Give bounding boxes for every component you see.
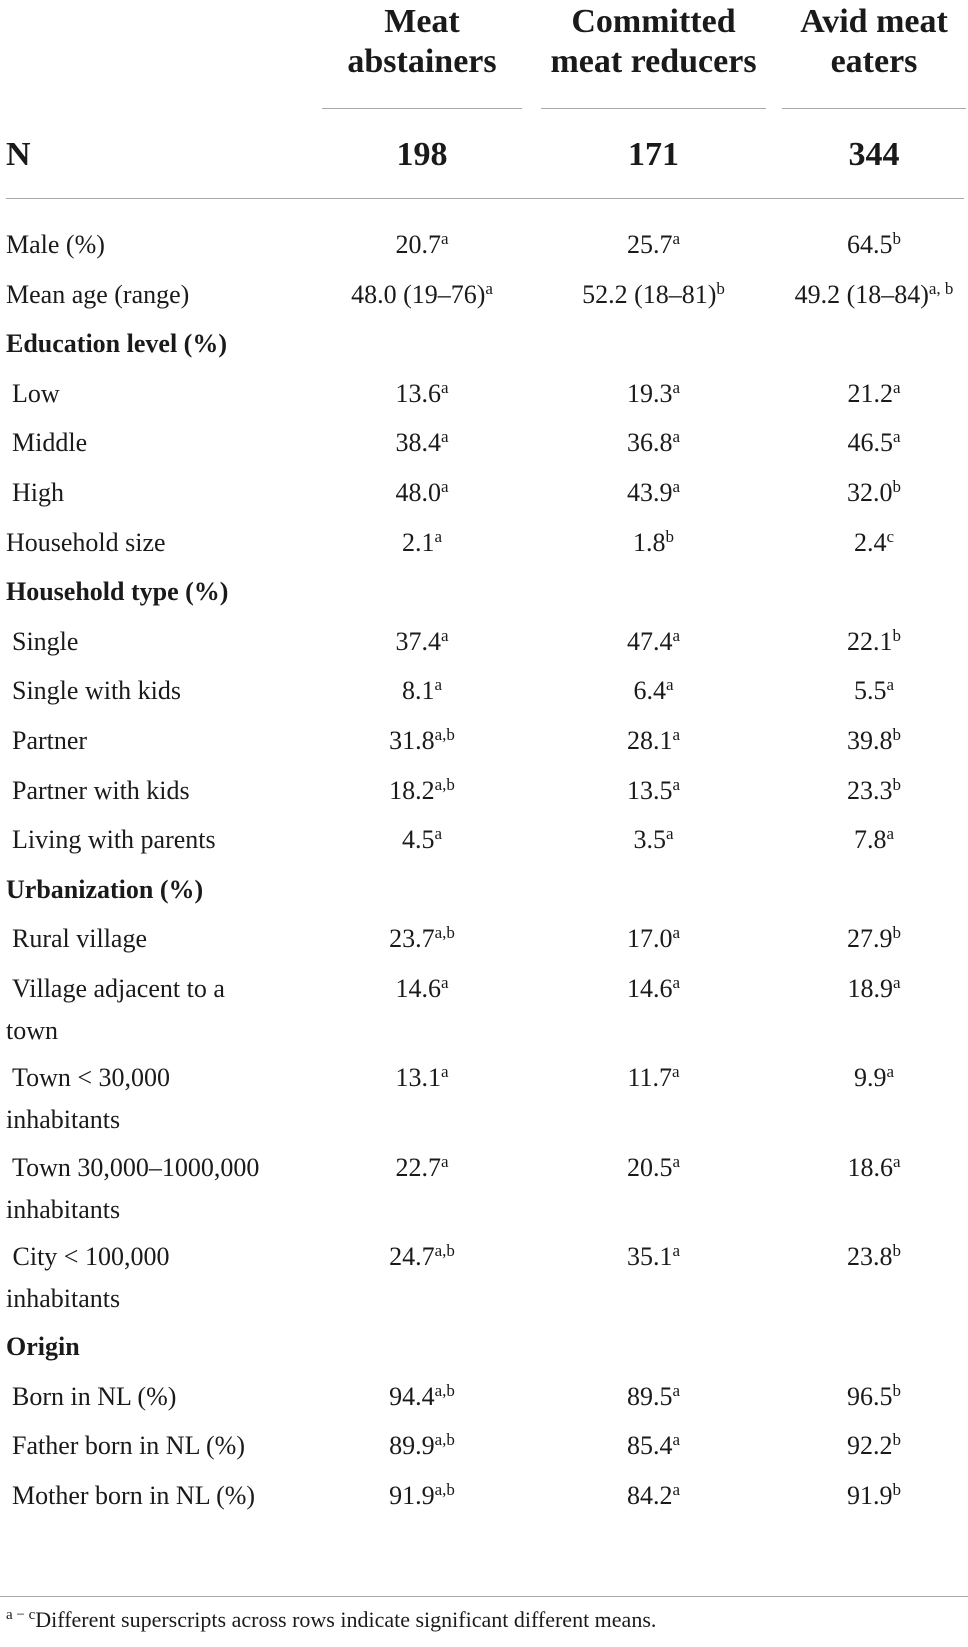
cell-value: 48.0 (19–76) <box>351 279 486 309</box>
row-label: Partner <box>12 725 88 755</box>
table-cell <box>782 1475 966 1517</box>
table-cell <box>541 1425 766 1467</box>
significance-superscript: a <box>440 972 449 992</box>
significance-superscript: a <box>440 1062 449 1082</box>
row-label: Mother born in NL (%) <box>12 1480 256 1510</box>
cell-value: 2.1 <box>401 527 435 557</box>
table-cell <box>322 720 522 762</box>
sample-size-row <box>0 130 968 182</box>
cell-value: 14.6 <box>395 973 441 1003</box>
significance-superscript: b <box>892 625 901 645</box>
cell-value: 11.7 <box>627 1063 672 1093</box>
cell-value: 52.2 (18–81) <box>582 279 717 309</box>
table-cell <box>322 670 522 712</box>
row-label: High <box>12 477 64 507</box>
table-cell <box>541 472 766 514</box>
cell-value: 46.5 <box>847 428 893 458</box>
cell-value: 22.7 <box>395 1152 441 1182</box>
table-cell <box>541 1236 766 1278</box>
cell-value: 18.2 <box>389 775 435 805</box>
table-cell <box>782 621 966 663</box>
table-cell <box>782 1425 966 1467</box>
cell-value: 8.1 <box>401 676 435 706</box>
cell-value: 6.4 <box>633 676 666 706</box>
table-cell <box>322 1057 522 1099</box>
cell-value: 21.2 <box>847 378 893 408</box>
significance-superscript: a <box>892 377 901 397</box>
table-cell <box>322 472 522 514</box>
section-heading <box>0 1322 968 1372</box>
cell-value: 89.5 <box>626 1381 673 1411</box>
sample-size-value: 344 <box>848 136 900 173</box>
row-label-line: City < 100,000 <box>6 1242 170 1272</box>
row-label: Low <box>12 378 60 408</box>
table-cell <box>782 1376 966 1418</box>
significance-superscript: a <box>440 476 449 496</box>
table-cell <box>541 819 766 861</box>
table-cell <box>782 720 966 762</box>
table-cell <box>782 770 966 812</box>
table-cell <box>782 670 966 712</box>
table-cell <box>541 224 766 266</box>
table-divider <box>6 198 964 199</box>
cell-value: 64.5 <box>847 230 893 259</box>
significance-superscript: a <box>672 625 681 645</box>
significance-superscript: a <box>886 824 895 844</box>
table-cell <box>541 522 766 564</box>
table-cell <box>322 373 522 415</box>
table-cell <box>541 274 766 316</box>
table-row <box>0 468 968 518</box>
table-cell <box>541 720 766 762</box>
header-underline <box>322 108 522 109</box>
cell-value: 13.1 <box>395 1063 441 1093</box>
row-label: Father born in NL (%) <box>12 1431 245 1461</box>
significance-superscript: a <box>892 1151 901 1171</box>
table-row <box>0 220 968 270</box>
section-heading <box>0 319 968 369</box>
significance-superscript: a <box>434 675 443 695</box>
significance-superscript: b <box>892 1241 901 1261</box>
row-label-line: inhabitants <box>6 1284 121 1314</box>
table-cell <box>782 819 966 861</box>
row-label-line: inhabitants <box>6 1105 121 1135</box>
significance-superscript: a <box>665 675 674 695</box>
sample-size-label: N <box>6 136 31 173</box>
significance-superscript: b <box>665 526 674 546</box>
significance-superscript: a,b <box>434 1380 455 1400</box>
significance-superscript: a,b <box>434 1430 455 1450</box>
significance-superscript: a <box>485 278 493 298</box>
table-row <box>0 964 968 1054</box>
table-footnote <box>6 1604 656 1636</box>
cell-value: 43.9 <box>626 477 673 507</box>
significance-superscript: b <box>892 1479 901 1499</box>
row-label: Household size <box>6 527 166 557</box>
cell-value: 49.2 (18–84) <box>794 279 929 309</box>
significance-superscript: a <box>672 1479 681 1499</box>
row-label: Household type (%) <box>6 577 229 607</box>
cell-value: 48.0 <box>395 477 441 507</box>
table-cell <box>322 1425 522 1467</box>
table-cell <box>782 472 966 514</box>
section-heading <box>0 865 968 915</box>
table-cell <box>541 1475 766 1517</box>
significance-superscript: a <box>892 972 901 992</box>
cell-value: 19.3 <box>626 378 673 408</box>
row-label: Rural village <box>12 924 148 954</box>
significance-superscript: a,b <box>434 774 455 794</box>
sample-size-value: 171 <box>628 136 679 173</box>
row-label: Origin <box>6 1331 80 1361</box>
cell-value: 85.4 <box>626 1431 673 1461</box>
table-row <box>0 369 968 419</box>
sample-size-value: 198 <box>396 136 448 173</box>
column-header-meat-abstainers: Meat abstainers <box>322 2 522 82</box>
table-cell <box>541 770 766 812</box>
cell-value: 35.1 <box>626 1242 673 1272</box>
table-cell <box>541 918 766 960</box>
row-label <box>6 1057 306 1141</box>
significance-superscript: a <box>672 1062 680 1082</box>
table-header <box>0 0 968 112</box>
row-label: Male (%) <box>6 230 105 259</box>
table-cell <box>782 968 966 1010</box>
table-cell <box>322 422 522 464</box>
cell-value: 22.1 <box>847 626 893 656</box>
table-cell <box>782 274 966 316</box>
significance-superscript: a <box>672 427 681 447</box>
significance-superscript: b <box>892 229 901 248</box>
table-cell <box>541 670 766 712</box>
significance-superscript: a <box>434 526 443 546</box>
row-label: Living with parents <box>12 825 216 855</box>
table-cell <box>541 968 766 1010</box>
table-cell <box>322 968 522 1010</box>
significance-superscript: a <box>440 427 449 447</box>
footnote-marker: a − c <box>6 1607 36 1623</box>
cell-value: 36.8 <box>626 428 673 458</box>
significance-superscript: a <box>886 675 895 695</box>
significance-superscript: a <box>672 229 681 248</box>
row-label: Single <box>12 626 79 656</box>
row-label-line: town <box>6 1015 58 1045</box>
table-row <box>0 518 968 568</box>
cell-value: 24.7 <box>389 1242 435 1272</box>
table-cell <box>322 819 522 861</box>
table-cell <box>322 621 522 663</box>
significance-superscript: a <box>672 1430 681 1450</box>
row-label: Middle <box>12 428 88 458</box>
table-cell <box>782 522 966 564</box>
column-header-avid-meat-eaters: Avid meat eaters <box>782 2 966 82</box>
row-label: Mean age (range) <box>6 279 190 309</box>
cell-value: 31.8 <box>389 725 435 755</box>
cell-value: 4.5 <box>401 825 435 855</box>
table-row <box>0 1421 968 1471</box>
cell-value: 89.9 <box>389 1431 435 1461</box>
table-row <box>0 815 968 865</box>
significance-superscript: a,b <box>434 724 455 744</box>
significance-superscript: a <box>672 1380 681 1400</box>
cell-value: 17.0 <box>626 924 673 954</box>
header-underline <box>782 108 966 109</box>
significance-superscript: a,b <box>434 1479 455 1499</box>
significance-superscript: a <box>440 625 449 645</box>
significance-superscript: b <box>892 1380 901 1400</box>
significance-superscript: b <box>892 724 901 744</box>
cell-value: 27.9 <box>847 924 893 954</box>
significance-superscript: a <box>672 377 681 397</box>
cell-value: 96.5 <box>847 1381 893 1411</box>
significance-superscript: a,b <box>434 1241 455 1261</box>
header-underline <box>541 108 766 109</box>
cell-value: 25.7 <box>626 230 673 259</box>
cell-value: 23.3 <box>847 775 893 805</box>
table-cell <box>541 1057 766 1099</box>
row-label-line: inhabitants <box>6 1194 121 1224</box>
table-row <box>0 716 968 766</box>
significance-superscript: a <box>886 1062 895 1082</box>
table-cell <box>782 1147 966 1189</box>
table-cell <box>322 918 522 960</box>
table-body <box>0 220 968 1520</box>
cell-value: 13.5 <box>626 775 673 805</box>
significance-superscript: a <box>892 427 901 447</box>
significance-superscript: b <box>892 923 901 943</box>
cell-value: 14.6 <box>626 973 673 1003</box>
table-row <box>0 418 968 468</box>
footnote-text: Different superscripts across rows indicate significant different means. <box>35 1607 657 1632</box>
cell-value: 18.6 <box>847 1152 893 1182</box>
table-row <box>0 1372 968 1422</box>
table-row <box>0 1143 968 1233</box>
cell-value: 91.9 <box>389 1480 435 1510</box>
cell-value: 28.1 <box>626 725 673 755</box>
row-label-line: Town 30,000–1000,000 <box>6 1152 260 1182</box>
cell-value: 2.4 <box>853 527 887 557</box>
table-row <box>0 1232 968 1322</box>
table-cell <box>782 373 966 415</box>
significance-superscript: a <box>434 824 443 844</box>
table-cell <box>782 224 966 266</box>
table-cell <box>782 422 966 464</box>
table-cell <box>322 224 522 266</box>
row-label-line: Village adjacent to a <box>6 973 225 1003</box>
significance-superscript: a,b <box>434 923 455 943</box>
significance-superscript: a <box>440 1151 449 1171</box>
column-header-committed-meat-reducers: Committed meat reducers <box>541 2 766 82</box>
table-cell <box>322 1147 522 1189</box>
significance-superscript: a <box>665 824 674 844</box>
significance-superscript: a <box>672 972 681 992</box>
cell-value: 47.4 <box>626 626 673 656</box>
cell-value: 9.9 <box>853 1063 887 1093</box>
cell-value: 3.5 <box>633 825 666 855</box>
cell-value: 7.8 <box>853 825 887 855</box>
table-row <box>0 766 968 816</box>
table-cell <box>322 770 522 812</box>
table-cell <box>322 522 522 564</box>
table-cell <box>322 274 522 316</box>
cell-value: 92.2 <box>847 1431 893 1461</box>
significance-superscript: a <box>672 774 681 794</box>
significance-superscript: b <box>892 1430 901 1450</box>
cell-value: 39.8 <box>847 725 893 755</box>
row-label <box>6 1236 306 1320</box>
row-label: Single with kids <box>12 676 182 706</box>
table-cell <box>782 1057 966 1099</box>
table-cell <box>322 1376 522 1418</box>
significance-superscript: a <box>672 923 681 943</box>
table-row <box>0 270 968 320</box>
footnote-divider <box>0 1596 968 1597</box>
significance-superscript: a <box>672 724 681 744</box>
significance-superscript: a <box>672 476 681 496</box>
table-row <box>0 666 968 716</box>
table-cell <box>782 918 966 960</box>
significance-superscript: b <box>892 476 901 496</box>
cell-value: 13.6 <box>395 378 441 408</box>
cell-value: 18.9 <box>847 973 893 1003</box>
row-label <box>6 968 306 1052</box>
table-cell <box>322 1475 522 1517</box>
cell-value: 1.8 <box>633 527 666 557</box>
cell-value: 32.0 <box>847 477 893 507</box>
significance-superscript: a <box>440 377 449 397</box>
row-label-line: Town < 30,000 <box>6 1063 171 1093</box>
table-cell <box>541 422 766 464</box>
cell-value: 91.9 <box>847 1480 893 1510</box>
row-label: Born in NL (%) <box>12 1381 177 1411</box>
cell-value: 5.5 <box>853 676 887 706</box>
section-heading <box>0 567 968 617</box>
cell-value: 23.8 <box>847 1242 893 1272</box>
table-cell <box>541 1376 766 1418</box>
row-label: Partner with kids <box>12 775 190 805</box>
cell-value: 84.2 <box>626 1480 673 1510</box>
cell-value: 38.4 <box>395 428 441 458</box>
cell-value: 20.7 <box>395 230 441 259</box>
table-row <box>0 1471 968 1521</box>
cell-value: 94.4 <box>389 1381 435 1411</box>
significance-superscript: b <box>892 774 901 794</box>
table-cell <box>541 621 766 663</box>
row-label: Urbanization (%) <box>6 874 204 904</box>
significance-superscript: a <box>440 229 449 248</box>
significance-superscript: c <box>886 526 895 546</box>
table-cell <box>541 373 766 415</box>
table-row <box>0 914 968 964</box>
significance-superscript: b <box>716 278 725 298</box>
cell-value: 20.5 <box>626 1152 673 1182</box>
cell-value: 37.4 <box>395 626 441 656</box>
table-cell <box>322 1236 522 1278</box>
row-label <box>6 1147 306 1231</box>
significance-superscript: a, b <box>928 278 954 298</box>
table-row <box>0 617 968 667</box>
row-label: Education level (%) <box>6 329 227 359</box>
table-row <box>0 1053 968 1143</box>
significance-superscript: a <box>672 1151 681 1171</box>
significance-superscript: a <box>672 1241 681 1261</box>
table-cell <box>782 1236 966 1278</box>
table-cell <box>541 1147 766 1189</box>
cell-value: 23.7 <box>389 924 435 954</box>
